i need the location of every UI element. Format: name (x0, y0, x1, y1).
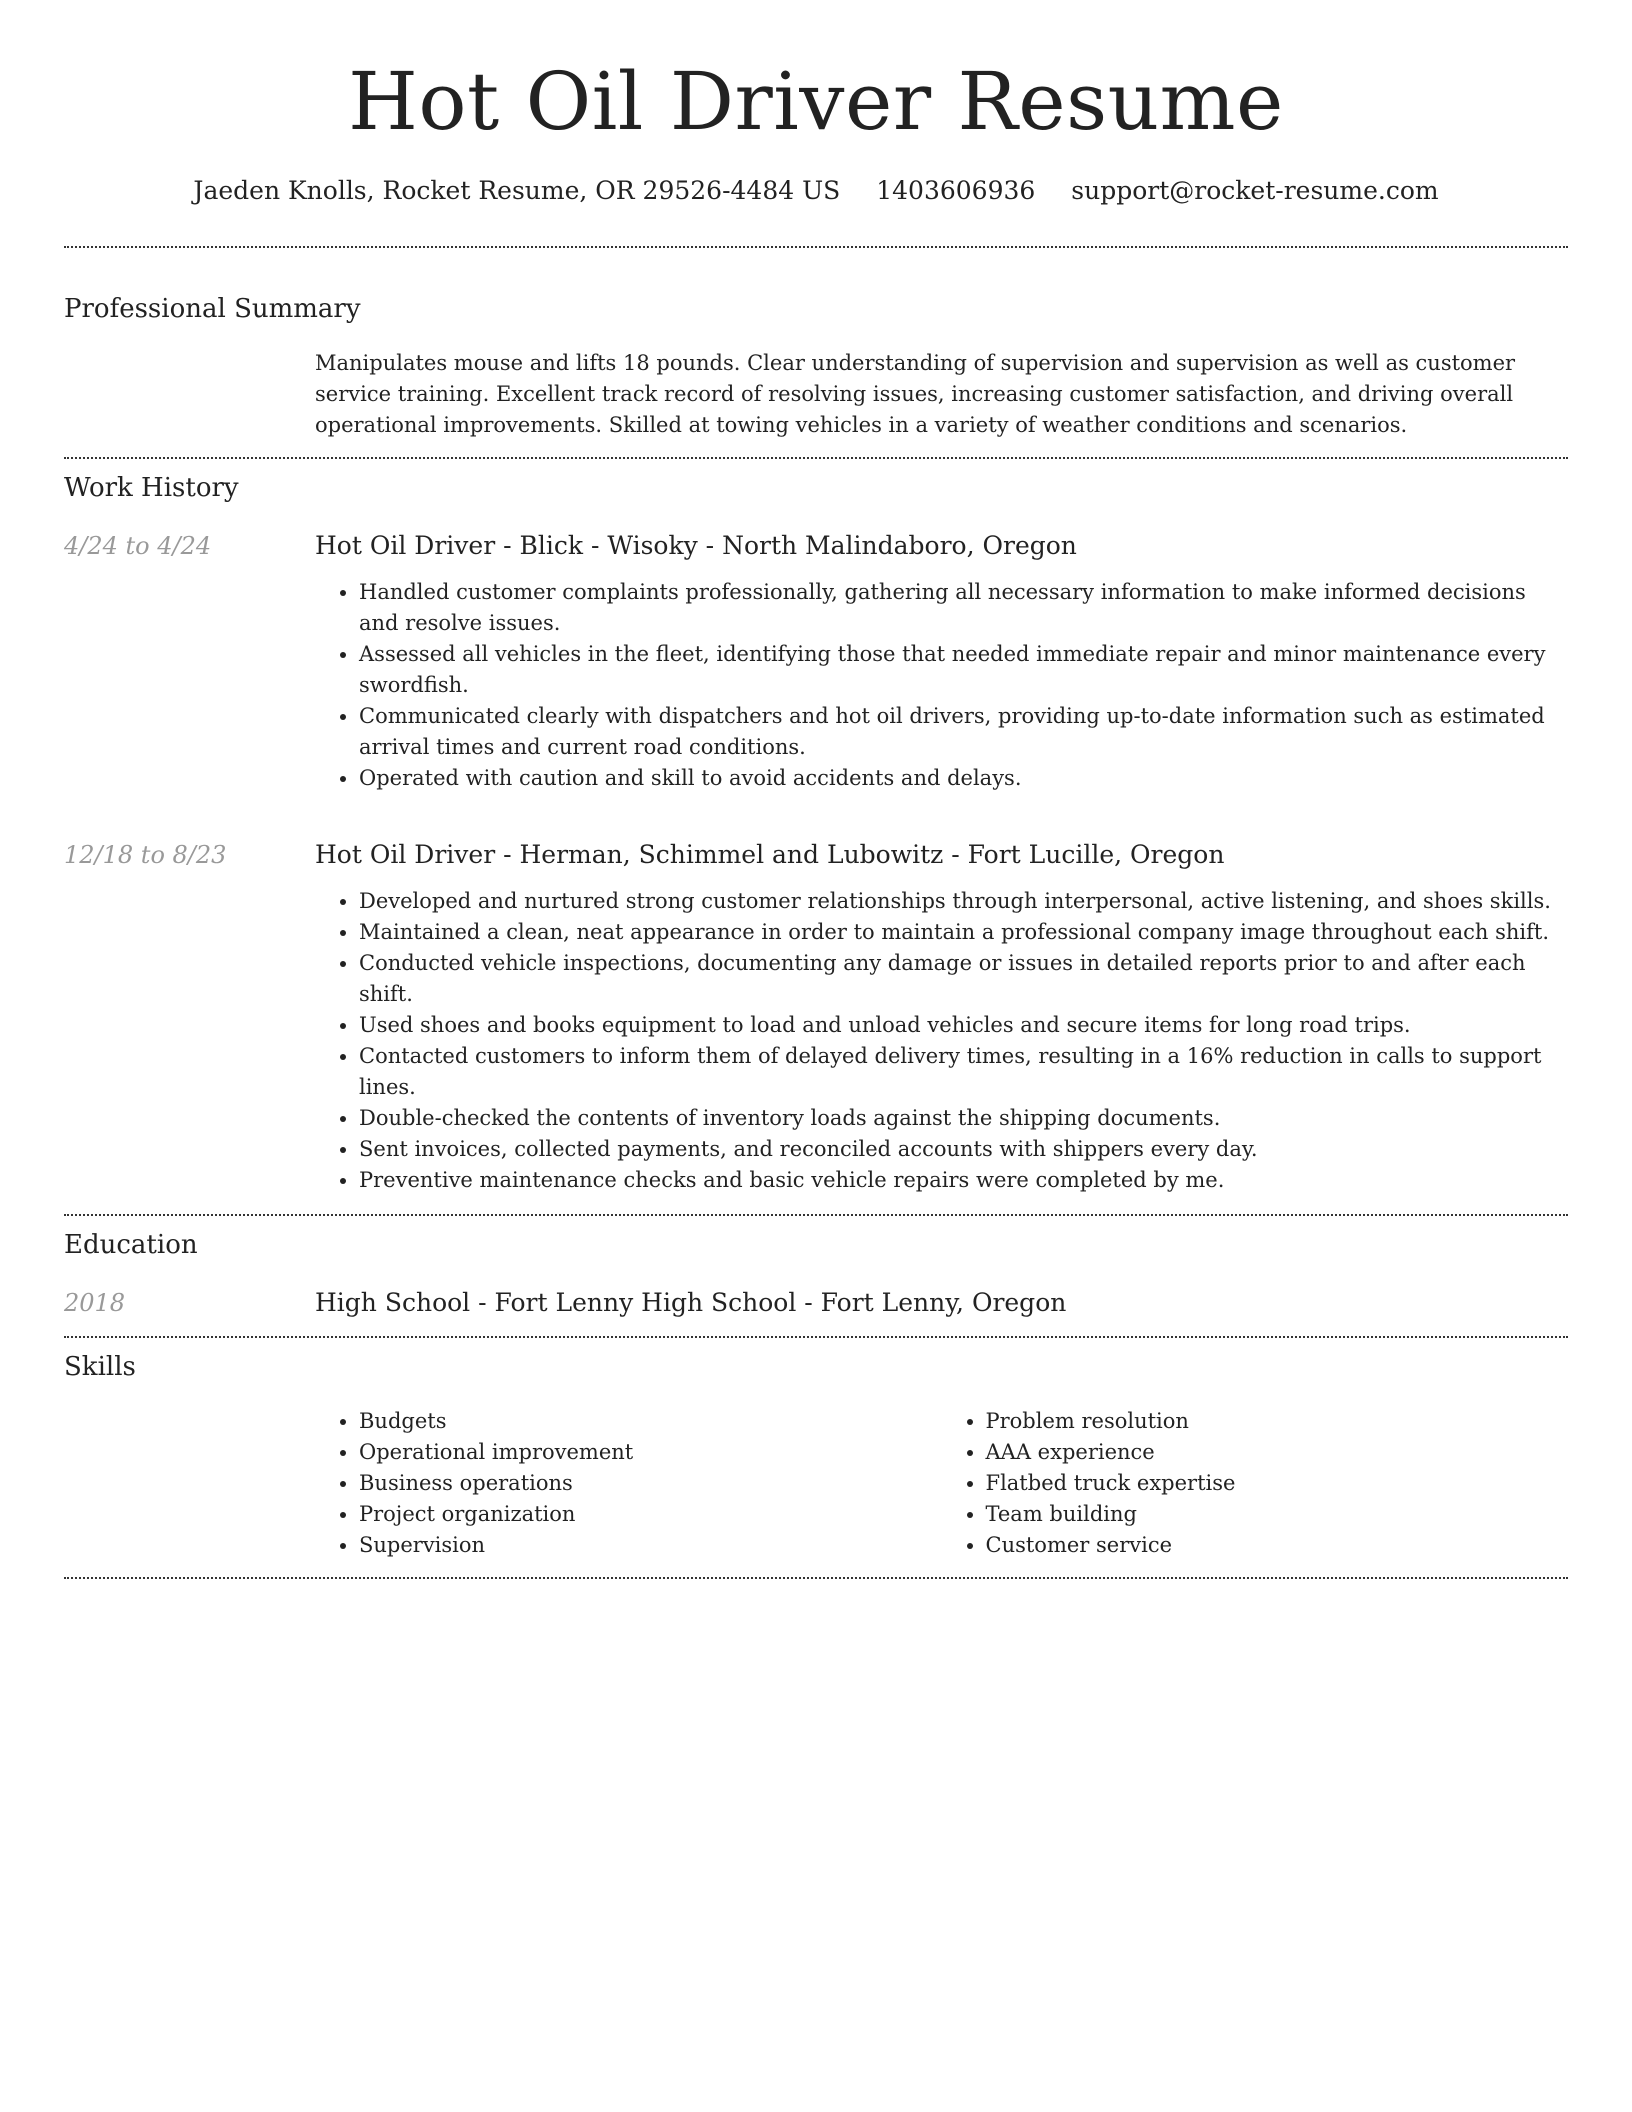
job-entry (64, 838, 1568, 1214)
list-item: • Double-checked the contents of inventory loads against the shipping documents. (359, 1103, 1568, 1134)
list-item: • Developed and nurtured strong customer relationships through interpersonal, active listening, and shoes skills. (359, 886, 1568, 917)
skills-heading: Skills (64, 1352, 136, 1382)
list-item: • Operational improvement (359, 1437, 942, 1468)
job-bullets (315, 577, 1568, 794)
list-item: • Flatbed truck expertise (986, 1468, 1569, 1499)
list-item: • Sent invoices, collected payments, and reconciled accounts with shippers every day. (359, 1134, 1568, 1165)
education-section (64, 1216, 1568, 1336)
education-body (315, 1286, 1568, 1320)
job-dates: 4/24 to 4/24 (64, 532, 212, 560)
list-item: • Preventive maintenance checks and basic vehicle repairs were completed by me. (359, 1165, 1568, 1196)
education-title: High School - Fort Lenny High School - Fort Lenny, Oregon (315, 1288, 1067, 1317)
contact-phone: 1403606936 (876, 176, 1036, 205)
summary-section (64, 248, 1568, 457)
list-item: • Supervision (359, 1530, 942, 1561)
work-history-heading: Work History (64, 473, 239, 503)
skills-list-right (942, 1406, 1569, 1561)
job-bullets (315, 886, 1568, 1196)
list-item: • Handled customer complaints professionally, gathering all necessary information to make informed decisions and resolve issues. (359, 577, 1568, 639)
list-item: • Business operations (359, 1468, 942, 1499)
list-item: • AAA experience (986, 1437, 1569, 1468)
resume-header (64, 0, 1568, 208)
list-item: • Communicated clearly with dispatchers and hot oil drivers, providing up-to-date information such as estimated arrival times and current road conditions. (359, 701, 1568, 763)
contact-address: Jaeden Knolls, Rocket Resume, OR 29526-4484 US (193, 176, 841, 205)
work-history-section (64, 459, 1568, 1214)
job-title: Hot Oil Driver - Blick - Wisoky - North Malindaboro, Oregon (315, 531, 1077, 560)
job-entry (64, 529, 1568, 806)
job-dates: 12/18 to 8/23 (64, 841, 227, 869)
education-year: 2018 (64, 1289, 126, 1317)
list-item: • Conducted vehicle inspections, documenting any damage or issues in detailed reports prior to and after each shift. (359, 948, 1568, 1010)
list-item: • Project organization (359, 1499, 942, 1530)
list-item: • Team building (986, 1499, 1569, 1530)
job-body (315, 529, 1568, 794)
list-item: • Problem resolution (986, 1406, 1569, 1437)
summary-text: Manipulates mouse and lifts 18 pounds. Clear understanding of supervision and supervision as well as customer service training. Excellent track record of resolving issues, increasing customer satisfaction, and driving overall operational improvements. Skilled at towing vehicles in a variety of weather conditions and scenarios. (315, 351, 1516, 437)
list-item: • Budgets (359, 1406, 942, 1437)
list-item: • Used shoes and books equipment to load and unload vehicles and secure items for long road trips. (359, 1010, 1568, 1041)
list-item: • Assessed all vehicles in the fleet, identifying those that needed immediate repair and minor maintenance every swordfish. (359, 639, 1568, 701)
education-entry (64, 1286, 1568, 1336)
education-heading: Education (64, 1230, 198, 1260)
divider (64, 1577, 1568, 1579)
skills-columns (315, 1406, 1568, 1577)
list-item: • Customer service (986, 1530, 1569, 1561)
contact-email: support@rocket-resume.com (1071, 176, 1439, 205)
skills-list-left (315, 1406, 942, 1561)
job-body (315, 838, 1568, 1196)
summary-heading: Professional Summary (64, 294, 361, 324)
job-title: Hot Oil Driver - Herman, Schimmel and Lubowitz - Fort Lucille, Oregon (315, 840, 1225, 869)
list-item: • Contacted customers to inform them of delayed delivery times, resulting in a 16% reduction in calls to support lines. (359, 1041, 1568, 1103)
skills-section (64, 1338, 1568, 1577)
list-item: • Operated with caution and skill to avoid accidents and delays. (359, 763, 1568, 794)
page-title: Hot Oil Driver Resume (348, 55, 1284, 148)
contact-line (64, 174, 1568, 208)
list-item: • Maintained a clean, neat appearance in order to maintain a professional company image throughout each shift. (359, 917, 1568, 948)
